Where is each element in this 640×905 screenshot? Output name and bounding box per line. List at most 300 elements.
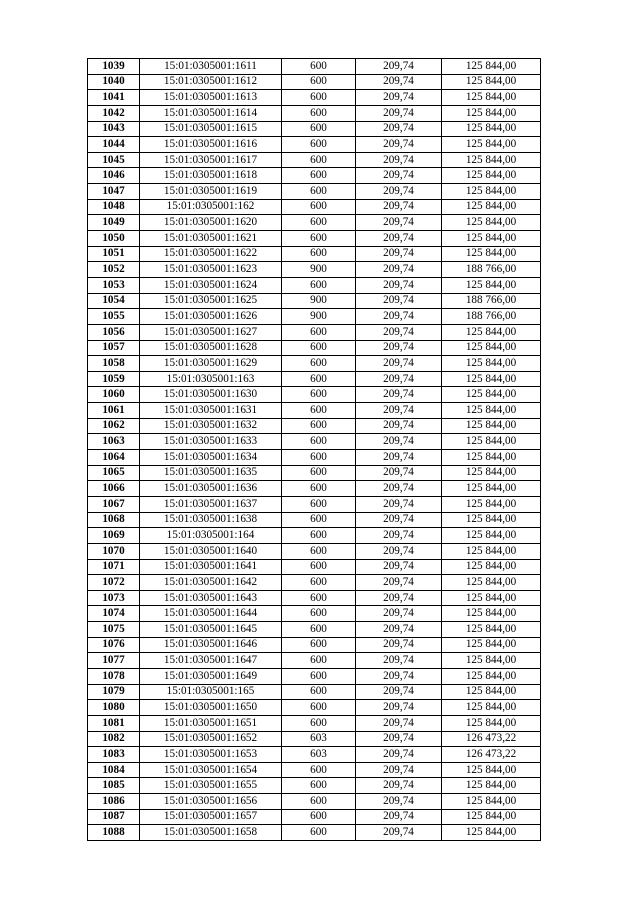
rate-cell: 209,74 [356, 231, 442, 247]
area-cell: 600 [282, 215, 356, 231]
table-row [88, 340, 541, 356]
area-cell: 600 [282, 168, 356, 184]
cost-cell: 125 844,00 [442, 137, 541, 153]
rate-cell: 209,74 [356, 809, 442, 825]
cadastral-number: 15:01:0305001:1618 [140, 168, 282, 184]
cost-cell: 125 844,00 [442, 794, 541, 810]
area-cell: 600 [282, 231, 356, 247]
table-row [88, 825, 541, 841]
row-number: 1080 [88, 700, 140, 716]
cadastral-number: 15:01:0305001:1629 [140, 356, 282, 372]
rate-cell: 209,74 [356, 637, 442, 653]
cost-cell: 125 844,00 [442, 450, 541, 466]
area-cell: 600 [282, 715, 356, 731]
cost-cell: 125 844,00 [442, 356, 541, 372]
area-cell: 600 [282, 668, 356, 684]
row-number: 1050 [88, 231, 140, 247]
rate-cell: 209,74 [356, 90, 442, 106]
cadastral-number: 15:01:0305001:1622 [140, 246, 282, 262]
rate-cell: 209,74 [356, 184, 442, 200]
row-number: 1055 [88, 309, 140, 325]
cost-cell: 125 844,00 [442, 715, 541, 731]
row-number: 1045 [88, 152, 140, 168]
cost-cell: 125 844,00 [442, 606, 541, 622]
area-cell: 600 [282, 684, 356, 700]
row-number: 1041 [88, 90, 140, 106]
table-row [88, 512, 541, 528]
table-row [88, 481, 541, 497]
cost-cell: 125 844,00 [442, 231, 541, 247]
rate-cell: 209,74 [356, 199, 442, 215]
area-cell: 600 [282, 622, 356, 638]
row-number: 1042 [88, 105, 140, 121]
cost-cell: 125 844,00 [442, 590, 541, 606]
cadastral-number: 15:01:0305001:1613 [140, 90, 282, 106]
row-number: 1076 [88, 637, 140, 653]
row-number: 1052 [88, 262, 140, 278]
cadastral-number: 15:01:0305001:1634 [140, 450, 282, 466]
cost-cell: 125 844,00 [442, 825, 541, 841]
row-number: 1053 [88, 277, 140, 293]
cadastral-number: 15:01:0305001:1612 [140, 74, 282, 90]
table-row [88, 309, 541, 325]
rate-cell: 209,74 [356, 684, 442, 700]
area-cell: 600 [282, 74, 356, 90]
cost-cell: 125 844,00 [442, 512, 541, 528]
rate-cell: 209,74 [356, 215, 442, 231]
row-number: 1085 [88, 778, 140, 794]
cadastral-number: 15:01:0305001:1632 [140, 418, 282, 434]
area-cell: 600 [282, 418, 356, 434]
rate-cell: 209,74 [356, 387, 442, 403]
area-cell: 600 [282, 465, 356, 481]
cost-cell: 125 844,00 [442, 684, 541, 700]
table-row [88, 277, 541, 293]
cost-cell: 125 844,00 [442, 74, 541, 90]
row-number: 1068 [88, 512, 140, 528]
table-row [88, 653, 541, 669]
cost-cell: 125 844,00 [442, 324, 541, 340]
cost-cell: 188 766,00 [442, 309, 541, 325]
row-number: 1040 [88, 74, 140, 90]
rate-cell: 209,74 [356, 606, 442, 622]
cadastral-number: 15:01:0305001:1636 [140, 481, 282, 497]
rate-cell: 209,74 [356, 762, 442, 778]
area-cell: 600 [282, 794, 356, 810]
row-number: 1083 [88, 747, 140, 763]
rate-cell: 209,74 [356, 715, 442, 731]
table-row [88, 528, 541, 544]
row-number: 1047 [88, 184, 140, 200]
table-row [88, 606, 541, 622]
cadastral-number: 15:01:0305001:164 [140, 528, 282, 544]
rate-cell: 209,74 [356, 105, 442, 121]
rate-cell: 209,74 [356, 481, 442, 497]
rate-cell: 209,74 [356, 356, 442, 372]
area-cell: 600 [282, 653, 356, 669]
row-number: 1057 [88, 340, 140, 356]
cost-cell: 125 844,00 [442, 809, 541, 825]
cost-cell: 125 844,00 [442, 59, 541, 75]
row-number: 1048 [88, 199, 140, 215]
area-cell: 600 [282, 277, 356, 293]
row-number: 1044 [88, 137, 140, 153]
cadastral-number: 15:01:0305001:1651 [140, 715, 282, 731]
cost-cell: 125 844,00 [442, 418, 541, 434]
area-cell: 600 [282, 590, 356, 606]
cadastral-number: 15:01:0305001:163 [140, 371, 282, 387]
rate-cell: 209,74 [356, 825, 442, 841]
row-number: 1087 [88, 809, 140, 825]
table-row [88, 215, 541, 231]
table-row [88, 590, 541, 606]
cost-cell: 125 844,00 [442, 371, 541, 387]
row-number: 1073 [88, 590, 140, 606]
cadastral-number: 15:01:0305001:1644 [140, 606, 282, 622]
rate-cell: 209,74 [356, 324, 442, 340]
cadastral-number: 15:01:0305001:1614 [140, 105, 282, 121]
row-number: 1049 [88, 215, 140, 231]
area-cell: 600 [282, 324, 356, 340]
table-row [88, 59, 541, 75]
rate-cell: 209,74 [356, 590, 442, 606]
cost-cell: 125 844,00 [442, 778, 541, 794]
cadastral-number: 15:01:0305001:1611 [140, 59, 282, 75]
cost-cell: 125 844,00 [442, 668, 541, 684]
row-number: 1064 [88, 450, 140, 466]
table-row [88, 434, 541, 450]
row-number: 1072 [88, 575, 140, 591]
cadastral-number: 15:01:0305001:1624 [140, 277, 282, 293]
area-cell: 600 [282, 137, 356, 153]
area-cell: 600 [282, 496, 356, 512]
cadastral-number: 15:01:0305001:1631 [140, 403, 282, 419]
rate-cell: 209,74 [356, 622, 442, 638]
row-number: 1058 [88, 356, 140, 372]
area-cell: 600 [282, 184, 356, 200]
table-row [88, 246, 541, 262]
rate-cell: 209,74 [356, 59, 442, 75]
cadastral-number: 15:01:0305001:162 [140, 199, 282, 215]
cadastral-number: 15:01:0305001:1635 [140, 465, 282, 481]
cadastral-number: 15:01:0305001:1626 [140, 309, 282, 325]
rate-cell: 209,74 [356, 778, 442, 794]
parcel-table-body [88, 59, 541, 841]
rate-cell: 209,74 [356, 309, 442, 325]
table-row [88, 324, 541, 340]
cadastral-number: 15:01:0305001:1628 [140, 340, 282, 356]
cadastral-number: 15:01:0305001:1654 [140, 762, 282, 778]
row-number: 1088 [88, 825, 140, 841]
rate-cell: 209,74 [356, 371, 442, 387]
row-number: 1046 [88, 168, 140, 184]
rate-cell: 209,74 [356, 434, 442, 450]
cadastral-number: 15:01:0305001:1642 [140, 575, 282, 591]
table-row [88, 387, 541, 403]
rate-cell: 209,74 [356, 246, 442, 262]
area-cell: 600 [282, 606, 356, 622]
table-row [88, 715, 541, 731]
cost-cell: 125 844,00 [442, 105, 541, 121]
parcel-table [87, 58, 541, 841]
table-row [88, 668, 541, 684]
cost-cell: 125 844,00 [442, 277, 541, 293]
cadastral-number: 15:01:0305001:1623 [140, 262, 282, 278]
area-cell: 600 [282, 246, 356, 262]
cadastral-number: 15:01:0305001:165 [140, 684, 282, 700]
table-row [88, 418, 541, 434]
cadastral-number: 15:01:0305001:1643 [140, 590, 282, 606]
area-cell: 900 [282, 309, 356, 325]
cost-cell: 125 844,00 [442, 496, 541, 512]
table-row [88, 543, 541, 559]
row-number: 1078 [88, 668, 140, 684]
cost-cell: 125 844,00 [442, 152, 541, 168]
row-number: 1067 [88, 496, 140, 512]
table-row [88, 559, 541, 575]
area-cell: 600 [282, 809, 356, 825]
area-cell: 600 [282, 371, 356, 387]
cadastral-number: 15:01:0305001:1616 [140, 137, 282, 153]
cost-cell: 125 844,00 [442, 387, 541, 403]
row-number: 1069 [88, 528, 140, 544]
area-cell: 600 [282, 121, 356, 137]
table-row [88, 778, 541, 794]
rate-cell: 209,74 [356, 152, 442, 168]
area-cell: 603 [282, 747, 356, 763]
cost-cell: 125 844,00 [442, 121, 541, 137]
cost-cell: 125 844,00 [442, 215, 541, 231]
cadastral-number: 15:01:0305001:1615 [140, 121, 282, 137]
table-row [88, 356, 541, 372]
rate-cell: 209,74 [356, 277, 442, 293]
table-row [88, 465, 541, 481]
rate-cell: 209,74 [356, 496, 442, 512]
row-number: 1082 [88, 731, 140, 747]
table-row [88, 90, 541, 106]
cost-cell: 125 844,00 [442, 637, 541, 653]
cadastral-number: 15:01:0305001:1658 [140, 825, 282, 841]
area-cell: 600 [282, 700, 356, 716]
cadastral-number: 15:01:0305001:1645 [140, 622, 282, 638]
rate-cell: 209,74 [356, 74, 442, 90]
cost-cell: 125 844,00 [442, 762, 541, 778]
area-cell: 600 [282, 512, 356, 528]
table-row [88, 293, 541, 309]
row-number: 1079 [88, 684, 140, 700]
cadastral-number: 15:01:0305001:1637 [140, 496, 282, 512]
cost-cell: 125 844,00 [442, 528, 541, 544]
cost-cell: 125 844,00 [442, 199, 541, 215]
row-number: 1062 [88, 418, 140, 434]
area-cell: 600 [282, 528, 356, 544]
row-number: 1039 [88, 59, 140, 75]
rate-cell: 209,74 [356, 403, 442, 419]
cadastral-number: 15:01:0305001:1641 [140, 559, 282, 575]
table-row [88, 622, 541, 638]
cadastral-number: 15:01:0305001:1627 [140, 324, 282, 340]
rate-cell: 209,74 [356, 794, 442, 810]
cost-cell: 125 844,00 [442, 481, 541, 497]
row-number: 1060 [88, 387, 140, 403]
cadastral-number: 15:01:0305001:1655 [140, 778, 282, 794]
rate-cell: 209,74 [356, 168, 442, 184]
rate-cell: 209,74 [356, 450, 442, 466]
row-number: 1077 [88, 653, 140, 669]
area-cell: 600 [282, 340, 356, 356]
cost-cell: 125 844,00 [442, 543, 541, 559]
cadastral-number: 15:01:0305001:1650 [140, 700, 282, 716]
cost-cell: 125 844,00 [442, 434, 541, 450]
row-number: 1063 [88, 434, 140, 450]
row-number: 1056 [88, 324, 140, 340]
table-row [88, 74, 541, 90]
row-number: 1043 [88, 121, 140, 137]
cost-cell: 125 844,00 [442, 559, 541, 575]
table-row [88, 121, 541, 137]
area-cell: 600 [282, 199, 356, 215]
row-number: 1075 [88, 622, 140, 638]
area-cell: 600 [282, 575, 356, 591]
cadastral-number: 15:01:0305001:1625 [140, 293, 282, 309]
area-cell: 600 [282, 387, 356, 403]
rate-cell: 209,74 [356, 575, 442, 591]
rate-cell: 209,74 [356, 262, 442, 278]
area-cell: 603 [282, 731, 356, 747]
area-cell: 600 [282, 403, 356, 419]
row-number: 1070 [88, 543, 140, 559]
row-number: 1066 [88, 481, 140, 497]
area-cell: 600 [282, 481, 356, 497]
rate-cell: 209,74 [356, 512, 442, 528]
rate-cell: 209,74 [356, 747, 442, 763]
rate-cell: 209,74 [356, 700, 442, 716]
row-number: 1071 [88, 559, 140, 575]
cost-cell: 125 844,00 [442, 246, 541, 262]
table-row [88, 731, 541, 747]
area-cell: 900 [282, 293, 356, 309]
rate-cell: 209,74 [356, 340, 442, 356]
table-row [88, 168, 541, 184]
rate-cell: 209,74 [356, 418, 442, 434]
cadastral-number: 15:01:0305001:1646 [140, 637, 282, 653]
cadastral-number: 15:01:0305001:1653 [140, 747, 282, 763]
table-row [88, 762, 541, 778]
cadastral-number: 15:01:0305001:1649 [140, 668, 282, 684]
area-cell: 600 [282, 825, 356, 841]
table-row [88, 575, 541, 591]
table-row [88, 137, 541, 153]
table-row [88, 199, 541, 215]
cadastral-number: 15:01:0305001:1617 [140, 152, 282, 168]
rate-cell: 209,74 [356, 121, 442, 137]
table-row [88, 262, 541, 278]
rate-cell: 209,74 [356, 559, 442, 575]
rate-cell: 209,74 [356, 653, 442, 669]
cost-cell: 188 766,00 [442, 293, 541, 309]
cadastral-number: 15:01:0305001:1647 [140, 653, 282, 669]
rate-cell: 209,74 [356, 528, 442, 544]
table-row [88, 684, 541, 700]
area-cell: 900 [282, 262, 356, 278]
table-row [88, 450, 541, 466]
area-cell: 600 [282, 356, 356, 372]
table-row [88, 152, 541, 168]
area-cell: 600 [282, 559, 356, 575]
area-cell: 600 [282, 59, 356, 75]
rate-cell: 209,74 [356, 137, 442, 153]
cadastral-number: 15:01:0305001:1633 [140, 434, 282, 450]
row-number: 1051 [88, 246, 140, 262]
rate-cell: 209,74 [356, 293, 442, 309]
table-row [88, 105, 541, 121]
rate-cell: 209,74 [356, 543, 442, 559]
row-number: 1081 [88, 715, 140, 731]
table-row [88, 231, 541, 247]
area-cell: 600 [282, 637, 356, 653]
table-row [88, 747, 541, 763]
table-row [88, 794, 541, 810]
cost-cell: 188 766,00 [442, 262, 541, 278]
cadastral-number: 15:01:0305001:1638 [140, 512, 282, 528]
row-number: 1074 [88, 606, 140, 622]
area-cell: 600 [282, 450, 356, 466]
cost-cell: 125 844,00 [442, 465, 541, 481]
table-row [88, 403, 541, 419]
row-number: 1059 [88, 371, 140, 387]
cadastral-number: 15:01:0305001:1630 [140, 387, 282, 403]
area-cell: 600 [282, 778, 356, 794]
table-row [88, 637, 541, 653]
row-number: 1086 [88, 794, 140, 810]
cadastral-number: 15:01:0305001:1621 [140, 231, 282, 247]
cost-cell: 126 473,22 [442, 731, 541, 747]
area-cell: 600 [282, 105, 356, 121]
cost-cell: 125 844,00 [442, 184, 541, 200]
area-cell: 600 [282, 152, 356, 168]
area-cell: 600 [282, 90, 356, 106]
cost-cell: 125 844,00 [442, 340, 541, 356]
cost-cell: 126 473,22 [442, 747, 541, 763]
area-cell: 600 [282, 762, 356, 778]
cost-cell: 125 844,00 [442, 403, 541, 419]
area-cell: 600 [282, 434, 356, 450]
row-number: 1065 [88, 465, 140, 481]
cadastral-number: 15:01:0305001:1657 [140, 809, 282, 825]
table-row [88, 809, 541, 825]
cadastral-number: 15:01:0305001:1620 [140, 215, 282, 231]
cost-cell: 125 844,00 [442, 622, 541, 638]
row-number: 1084 [88, 762, 140, 778]
cadastral-number: 15:01:0305001:1656 [140, 794, 282, 810]
row-number: 1054 [88, 293, 140, 309]
table-row [88, 371, 541, 387]
cost-cell: 125 844,00 [442, 653, 541, 669]
row-number: 1061 [88, 403, 140, 419]
cost-cell: 125 844,00 [442, 575, 541, 591]
rate-cell: 209,74 [356, 668, 442, 684]
rate-cell: 209,74 [356, 731, 442, 747]
table-row [88, 184, 541, 200]
cadastral-number: 15:01:0305001:1619 [140, 184, 282, 200]
rate-cell: 209,74 [356, 465, 442, 481]
cost-cell: 125 844,00 [442, 168, 541, 184]
table-row [88, 496, 541, 512]
cost-cell: 125 844,00 [442, 90, 541, 106]
area-cell: 600 [282, 543, 356, 559]
cadastral-number: 15:01:0305001:1652 [140, 731, 282, 747]
table-row [88, 700, 541, 716]
